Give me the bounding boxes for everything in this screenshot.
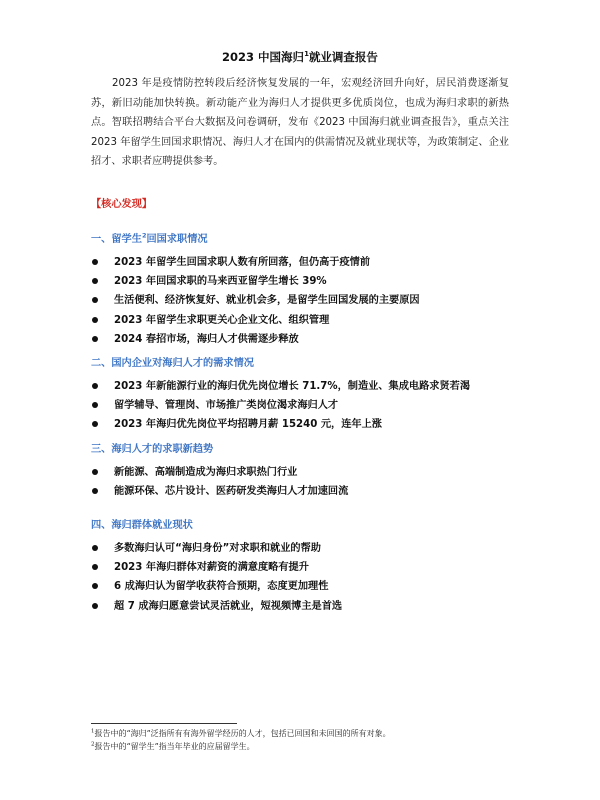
bullet-icon — [92, 545, 98, 551]
bullet-icon — [92, 278, 98, 284]
footnote-divider — [91, 723, 237, 724]
list-item — [91, 539, 511, 558]
bullet-icon — [92, 488, 98, 494]
footnote-1-text: 报告中的“海归”泛指所有有海外留学经历的人才，包括已回国和未回国的所有对象。 — [94, 729, 391, 738]
section-3-title — [91, 443, 511, 457]
bullet-icon — [92, 297, 98, 303]
list-item-text: 生活便利、经济恢复好、就业机会多，是留学生回国发展的主要原因 — [114, 295, 420, 307]
section-4 — [91, 519, 511, 616]
title-tail: 就业调查报告 — [308, 50, 378, 64]
section-4-title — [91, 519, 511, 533]
section-2-title — [91, 357, 511, 371]
section-1-list — [91, 253, 511, 349]
list-item-text: 2024 春招市场，海归人才供需逐步释放 — [114, 333, 299, 345]
section-1-title — [91, 233, 511, 247]
list-item-text: 2023 年海归群体对薪资的满意度略有提升 — [114, 562, 309, 574]
intro-paragraph: 2023 年是疫情防控转段后经济恢复发展的一年，宏观经济回升向好，居民消费逐渐复苏，新旧动能加快转换。新动能产业为海归人才提供更多优质岗位，也成为海归求职的新热点。智联招聘结合平台大数据及问卷调研，发布《2023 中国海归就业调查报告》，重点关注 2023 年留学生回国求职情况、海归人才在国内的供需情况及就业现状等，为政策制定、企业招才、求职者应聘提供参考。 — [91, 78, 509, 167]
list-item-text: 多数海归认可“海归身份”对求职和就业的帮助 — [114, 543, 321, 554]
footnote-1 — [91, 727, 391, 740]
list-item-text: 2023 年海归优先岗位平均招聘月薪 15240 元，连年上涨 — [114, 419, 382, 431]
list-item — [91, 291, 511, 310]
core-findings-heading: 【核心发现】 — [91, 199, 153, 210]
section-4-list — [91, 539, 511, 616]
section-1-footnote-mark: 2 — [141, 231, 147, 240]
title-footnote-mark: 1 — [304, 50, 309, 59]
list-item-text: 能源环保、芯片设计、医药研发类海归人才加速回流 — [114, 486, 349, 498]
section-3 — [91, 443, 511, 501]
footnotes — [91, 727, 391, 753]
list-item-text: 超 7 成海归愿意尝试灵活就业，短视频博主是首选 — [114, 600, 343, 612]
list-item-text: 新能源、高端制造成为海归求职热门行业 — [114, 467, 298, 478]
bullet-icon — [92, 402, 98, 408]
list-item — [91, 311, 511, 330]
footnote-1-mark: 1 — [91, 728, 95, 735]
list-item — [91, 377, 511, 396]
bullet-icon — [92, 421, 98, 427]
section-2-title-prefix: 二、国内企业对海归人才的需求情况 — [91, 358, 254, 369]
bullet-icon — [92, 469, 98, 475]
footnote-2-mark: 2 — [91, 741, 95, 748]
list-item — [91, 482, 511, 501]
list-item — [91, 558, 511, 577]
bullet-icon — [92, 564, 98, 570]
bullet-icon — [92, 336, 98, 342]
list-item — [91, 577, 511, 596]
list-item-text: 2023 年回国求职的马来西亚留学生增长 39% — [114, 276, 327, 288]
footnote-2-text: 报告中的“留学生”指当年毕业的应届留学生。 — [94, 742, 255, 751]
section-1-title-rest: 回国求职情况 — [146, 234, 208, 245]
list-item-text: 留学辅导、管理岗、市场推广类岗位渴求海归人才 — [114, 400, 339, 412]
list-item — [91, 272, 511, 291]
bullet-icon — [92, 317, 98, 323]
bullet-icon — [92, 383, 98, 389]
title-main: 2023 中国海归 — [222, 50, 305, 64]
section-1-title-prefix: 一、留学生 — [91, 234, 142, 245]
list-item-text: 2023 年新能源行业的海归优先岗位增长 71.7%，制造业、集成电路求贤若渴 — [114, 381, 471, 392]
list-item — [91, 597, 511, 616]
section-3-list — [91, 463, 511, 501]
section-2 — [91, 357, 511, 435]
section-4-title-prefix: 四、海归群体就业现状 — [91, 520, 193, 531]
section-2-list — [91, 377, 511, 435]
list-item-text: 2023 年留学生回国求职人数有所回落，但仍高于疫情前 — [114, 257, 371, 268]
bullet-icon — [92, 603, 98, 609]
footnote-2 — [91, 740, 391, 753]
section-3-title-prefix: 三、海归人才的求职新趋势 — [91, 444, 214, 455]
list-item-text: 2023 年留学生求职更关心企业文化、组织管理 — [114, 314, 330, 326]
section-1 — [91, 233, 511, 349]
list-item — [91, 330, 511, 349]
list-item — [91, 463, 511, 482]
list-item — [91, 396, 511, 415]
report-title — [0, 49, 600, 65]
bullet-icon — [92, 583, 98, 589]
list-item — [91, 253, 511, 272]
list-item — [91, 415, 511, 434]
bullet-icon — [92, 259, 98, 265]
list-item-text: 6 成海归认为留学收获符合预期，态度更加理性 — [114, 581, 329, 593]
